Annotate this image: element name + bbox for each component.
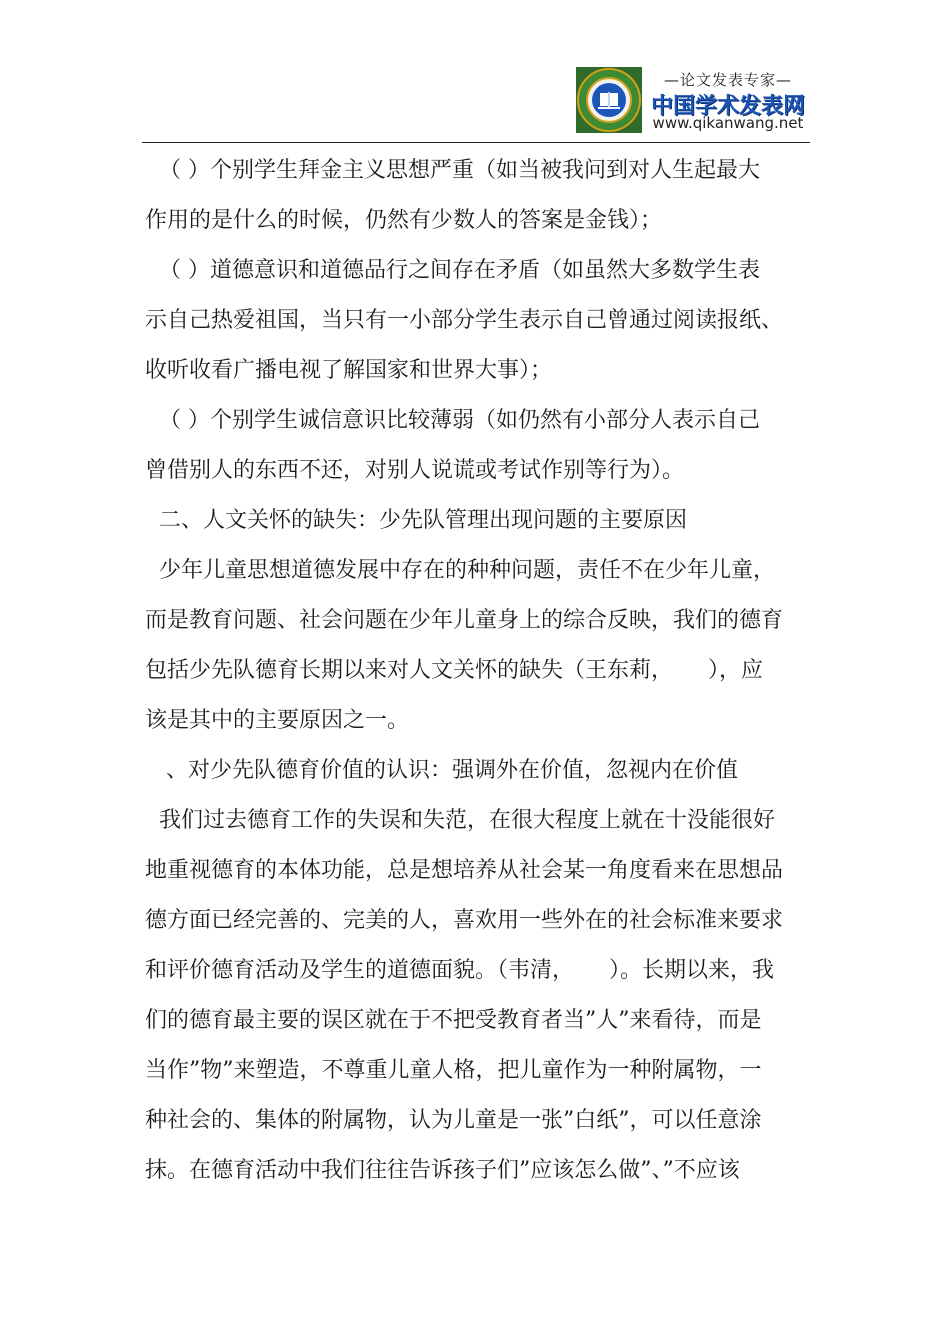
text-line: 抹。在德育活动中我们往往告诉孩子们”应该怎么做”、”不应该 [145, 1158, 740, 1183]
text-line: 们的德育最主要的误区就在于不把受教育者当”人”来看待，而是 [145, 1008, 762, 1033]
text-line: （ ）个别学生诚信意识比较薄弱（如仍然有小部分人表示自己 [145, 408, 760, 433]
text-line: 作用的是什么的时候，仍然有少数人的答案是金钱）； [145, 208, 663, 233]
document-body [145, 146, 795, 1196]
text-line: 曾借别人的东西不还，对别人说谎或考试作别等行为）。 [145, 458, 685, 483]
text-line: 和评价德育活动及学生的道德面貌。（韦清， ）。长期以来，我 [145, 958, 774, 983]
text-line: 包括少先队德育长期以来对人文关怀的缺失（王东莉， ），应 [145, 658, 763, 683]
text-line: （ ）道德意识和道德品行之间存在矛盾（如虽然大多数学生表 [145, 258, 760, 283]
text-line: 该是其中的主要原因之一。 [145, 708, 410, 733]
section-heading: 二、人文关怀的缺失：少先队管理出现问题的主要原因 [145, 508, 687, 533]
text-line: 而是教育问题、社会问题在少年儿童身上的综合反映，我们的德育 [145, 608, 784, 633]
text-line: 少年儿童思想道德发展中存在的种种问题，责任不在少年儿童， [145, 558, 775, 583]
seal-emblem-icon [576, 67, 642, 133]
text-line: 我们过去德育工作的失误和失范，在很大程度上就在十没能很好 [145, 808, 775, 833]
text-line: 地重视德育的本体功能，总是想培养从社会某一角度看来在思想品 [145, 858, 784, 883]
text-line: 当作”物”来塑造，不尊重儿童人格，把儿童作为一种附属物，一 [145, 1058, 762, 1083]
header-divider [142, 142, 810, 143]
text-line: 种社会的、集体的附属物，认为儿童是一张”白纸”，可以任意涂 [145, 1108, 762, 1133]
logo-url: www.qikanwang.net [652, 114, 804, 132]
logo-tagline: —论文发表专家— [663, 71, 792, 89]
text-line: 德方面已经完善的、完美的人，喜欢用一些外在的社会标准来要求 [145, 908, 784, 933]
subsection-heading: 、对少先队德育价值的认识：强调外在价值，忽视内在价值 [145, 758, 738, 783]
text-line: 示自己热爱祖国，当只有一小部分学生表示自己曾通过阅读报纸、 [145, 308, 784, 333]
publisher-logo [576, 67, 810, 133]
text-line: （ ）个别学生拜金主义思想严重（如当被我问到对人生起最大 [145, 158, 760, 183]
text-line: 收听收看广播电视了解国家和世界大事）； [145, 358, 553, 383]
logo-title: 中国学术发表网 [650, 94, 805, 119]
